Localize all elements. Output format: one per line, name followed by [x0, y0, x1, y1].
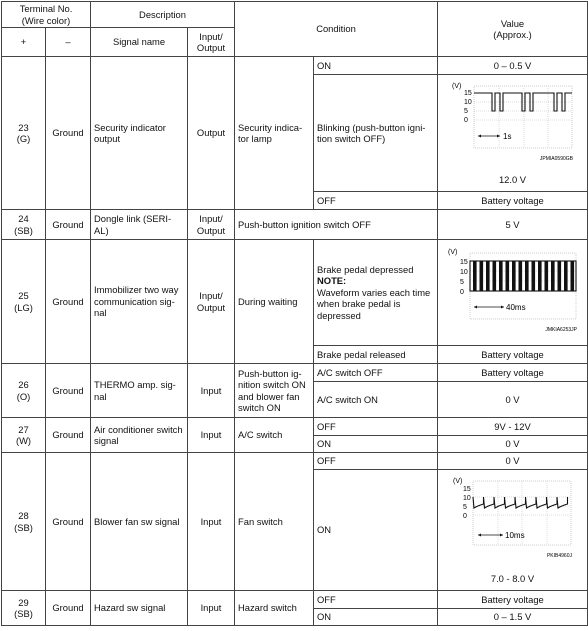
figure-code: JPMIA0590GB — [539, 156, 573, 162]
wire-color: (SB) — [14, 224, 33, 236]
signal-name: THERMO amp. sig- nal — [91, 364, 188, 418]
value-cell: 0 V — [438, 453, 588, 470]
value-cell: 0 – 0.5 V — [438, 57, 588, 75]
header-terminal — [2, 2, 91, 28]
condition-sub: Brake pedal released — [314, 346, 438, 364]
wave-pulse — [479, 261, 483, 291]
signal-name: Hazard sw signal — [91, 591, 188, 626]
terminal-number: 25 — [18, 290, 29, 301]
figure-code: JMKIA6253JP — [544, 326, 577, 333]
waveform-cell — [438, 470, 588, 591]
header-plus: + — [2, 28, 46, 57]
header-wire-color: (Wire color) — [21, 14, 71, 26]
waveform-graph — [450, 80, 576, 168]
wave-trace — [473, 497, 568, 508]
wave-time: 10ms — [504, 531, 525, 540]
signal-name: Dongle link (SERI- AL) — [91, 210, 188, 240]
wave-pulse — [570, 261, 574, 291]
value-cell: 0 V — [438, 382, 588, 418]
wave-pulse — [564, 261, 568, 291]
signal-name: Immobilizer two way communication sig- nal — [91, 240, 188, 364]
condition-sub: Blinking (push-button igni- tion switch OFF) — [314, 75, 438, 192]
terminal-number: 29 — [18, 596, 29, 608]
io-cell: Input — [188, 418, 235, 453]
condition-main: A/C switch — [235, 418, 314, 453]
condition-sub: OFF — [314, 192, 438, 210]
wave-tick: 5 — [463, 108, 468, 115]
wave-tick: 10 — [459, 268, 468, 276]
terminal-number: 23 — [18, 121, 29, 133]
wave-unit: (V) — [447, 248, 457, 256]
wire-color: (O) — [16, 390, 31, 402]
wave-trace — [473, 261, 574, 291]
terminal-spec-table — [1, 1, 588, 626]
figure-code: PKIB4960J — [546, 553, 572, 559]
signal-name: Air conditioner switch signal — [91, 418, 188, 453]
wave-pulse — [512, 261, 516, 291]
terminal-number: 24 — [18, 213, 29, 224]
header-terminal-no: Terminal No. — [19, 3, 73, 14]
waveform-23 — [450, 80, 576, 185]
wave-time: 1s — [502, 132, 511, 141]
condition-sub: OFF — [314, 453, 438, 470]
condition-sub: ON — [314, 57, 438, 75]
value-cell: 7.0 - 8.0 V — [490, 572, 535, 584]
wave-pulse — [505, 261, 509, 291]
arrow-left-icon — [474, 305, 477, 308]
value-cell: Battery voltage — [438, 364, 588, 382]
arrow-left-icon — [478, 534, 481, 537]
signal-name: Security indicator output — [91, 57, 188, 210]
ground-cell: Ground — [46, 210, 91, 240]
wire-color: (W) — [15, 435, 32, 446]
table-row-28 — [2, 453, 588, 470]
terminal-cell — [2, 210, 46, 240]
io-cell: Input/ Output — [188, 240, 235, 364]
value-cell: Battery voltage — [438, 192, 588, 210]
condition-main: Push-button ignition switch OFF — [235, 210, 438, 240]
waveform-graph — [451, 475, 575, 567]
terminal-cell — [2, 453, 46, 591]
arrow-right-icon — [500, 534, 503, 537]
waveform-cell — [438, 240, 588, 346]
wave-pulse — [499, 261, 503, 291]
note-label: NOTE: — [317, 275, 347, 287]
condition-main: During waiting — [235, 240, 314, 364]
wave-pulse — [551, 261, 555, 291]
wave-tick: 15 — [462, 486, 471, 493]
io-cell: Input/ Output — [188, 210, 235, 240]
wave-unit: (V) — [451, 83, 461, 90]
wave-tick: 0 — [463, 117, 468, 124]
condition-sub: ON — [314, 436, 438, 453]
ground-cell: Ground — [46, 453, 91, 591]
terminal-number: 27 — [18, 423, 29, 435]
wave-tick: 5 — [459, 278, 464, 286]
waveform-graph — [446, 245, 580, 337]
header-signal-name: Signal name — [91, 28, 188, 57]
io-cell: Input — [188, 364, 235, 418]
arrow-right-icon — [501, 305, 504, 308]
terminal-cell — [2, 57, 46, 210]
ground-cell: Ground — [46, 418, 91, 453]
table-row-26 — [2, 364, 588, 382]
condition-main: Security indica- tor lamp — [235, 57, 314, 210]
header-value — [438, 2, 588, 57]
condition-sub: A/C switch OFF — [314, 364, 438, 382]
condition-sub: ON — [314, 609, 438, 626]
condition-sub — [314, 240, 438, 346]
terminal-cell — [2, 418, 46, 453]
wave-pulse — [557, 261, 561, 291]
table-row-24 — [2, 210, 588, 240]
terminal-number: 28 — [18, 510, 29, 521]
wire-color: (SB) — [14, 608, 33, 619]
wave-pulse — [473, 261, 477, 291]
condition-sub: OFF — [314, 591, 438, 609]
wire-color: (LG) — [14, 301, 33, 313]
header-input-output: Input/ Output — [188, 28, 235, 57]
value-cell: Battery voltage — [438, 591, 588, 609]
ground-cell: Ground — [46, 240, 91, 364]
wire-color: (SB) — [14, 521, 33, 533]
terminal-cell — [2, 240, 46, 364]
value-cell: 0 V — [438, 436, 588, 453]
waveform-cell — [438, 75, 588, 192]
table-row-25 — [2, 240, 588, 346]
wave-unit: (V) — [452, 478, 462, 485]
io-cell: Input — [188, 453, 235, 591]
wave-tick: 15 — [459, 258, 468, 266]
header-approx-label: (Approx.) — [493, 29, 532, 40]
condition-sub: ON — [314, 470, 438, 591]
condition-sub: OFF — [314, 418, 438, 436]
header-row-1 — [2, 2, 588, 28]
value-cell: 12.0 V — [498, 173, 527, 185]
header-value-label: Value — [500, 17, 525, 29]
wave-tick: 0 — [462, 513, 467, 520]
condition-main: Hazard switch — [235, 591, 314, 626]
wave-tick: 0 — [459, 288, 464, 296]
condition-sub-main: Brake pedal depressed — [317, 263, 414, 275]
wave-pulse — [544, 261, 548, 291]
table-row-27 — [2, 418, 588, 436]
waveform-25 — [446, 245, 580, 340]
value-cell: 0 – 1.5 V — [438, 609, 588, 626]
value-cell: 5 V — [438, 210, 588, 240]
terminal-cell — [2, 364, 46, 418]
ground-cell: Ground — [46, 591, 91, 626]
terminal-cell — [2, 591, 46, 626]
table-row-29 — [2, 591, 588, 609]
wave-pulse — [492, 261, 496, 291]
signal-name: Blower fan sw signal — [91, 453, 188, 591]
value-cell: Battery voltage — [438, 346, 588, 364]
ground-cell: Ground — [46, 364, 91, 418]
arrow-right-icon — [497, 135, 500, 138]
wave-pulse — [486, 261, 490, 291]
arrow-left-icon — [478, 135, 481, 138]
wave-pulse — [531, 261, 535, 291]
terminal-number: 26 — [18, 379, 29, 390]
condition-main: Push-button ig- nition switch ON and blower fan switch ON — [235, 364, 314, 418]
wave-time: 40ms — [505, 302, 526, 312]
note-text: Waveform varies each time when brake pedal is depressed — [317, 286, 431, 321]
ground-cell: Ground — [46, 57, 91, 210]
wave-pulse — [538, 261, 542, 291]
condition-sub: A/C switch ON — [314, 382, 438, 418]
io-cell: Input — [188, 591, 235, 626]
header-description: Description — [91, 2, 235, 28]
wave-tick: 15 — [463, 90, 472, 97]
waveform-28 — [451, 475, 575, 584]
header-minus: – — [46, 28, 91, 57]
header-condition: Condition — [235, 2, 438, 57]
wave-tick: 10 — [462, 495, 471, 502]
wave-tick: 10 — [463, 99, 472, 106]
wave-tick: 5 — [462, 504, 467, 511]
wire-color: (G) — [16, 133, 31, 144]
wave-pulse — [525, 261, 529, 291]
table-row-23 — [2, 57, 588, 75]
io-cell: Output — [188, 57, 235, 210]
value-cell: 9V - 12V — [438, 418, 588, 436]
condition-main: Fan switch — [235, 453, 314, 591]
wave-pulse — [518, 261, 522, 291]
